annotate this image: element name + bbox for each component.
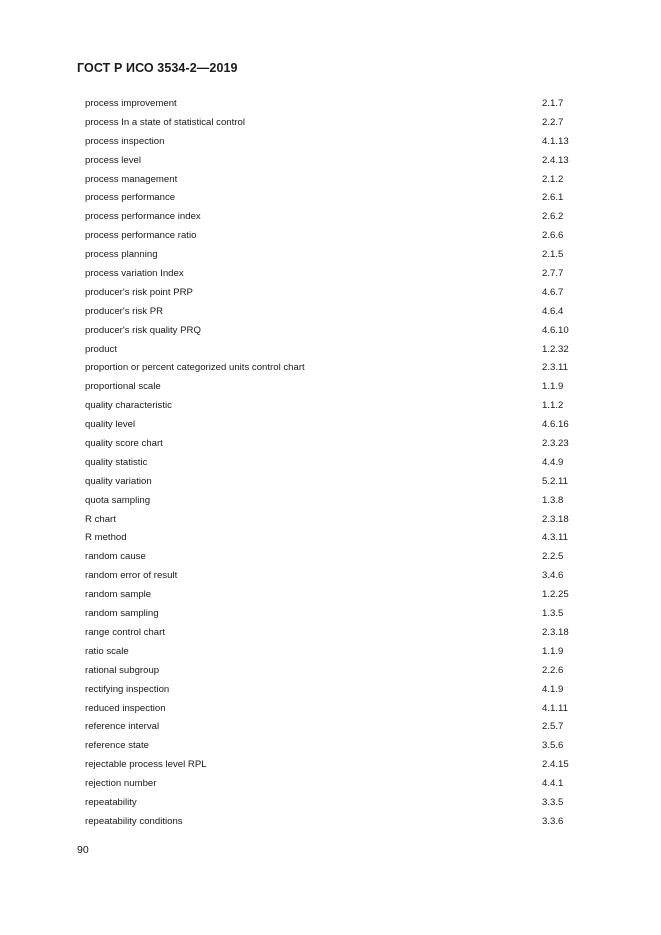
index-entry <box>0 548 661 567</box>
index-reference: 2.4.13 <box>542 154 569 166</box>
index-term: quota sampling <box>85 494 151 506</box>
index-entry <box>0 114 661 133</box>
index-term: rejectable process level RPL <box>85 759 207 771</box>
index-term: rejection number <box>85 778 157 790</box>
index-reference: 2.2.7 <box>542 116 564 128</box>
index-reference: 4.4.9 <box>542 456 564 468</box>
index-term: producer's risk point PRP <box>85 286 193 298</box>
index-term: quality level <box>85 419 136 431</box>
index-entry <box>0 95 661 114</box>
index-term: process variation Index <box>85 268 184 280</box>
index-term: process performance ratio <box>85 230 197 242</box>
index-entry <box>0 133 661 152</box>
index-entry <box>0 227 661 246</box>
index-reference: 4.1.11 <box>542 702 568 714</box>
index-reference: 2.3.11 <box>542 362 568 374</box>
index-term: rational subgroup <box>85 664 160 676</box>
index-term: process inspection <box>85 135 165 147</box>
index-reference: 2.6.1 <box>542 192 564 204</box>
index-entry <box>0 492 661 511</box>
index-entry <box>0 624 661 643</box>
index-entry <box>0 511 661 530</box>
index-term: process level <box>85 154 141 166</box>
index-term: quality characteristic <box>85 400 172 412</box>
index-entry <box>0 605 661 624</box>
index-term: repeatability <box>85 796 137 808</box>
index-entry <box>0 171 661 190</box>
index-reference: 4.1.9 <box>542 683 564 695</box>
index-entry <box>0 378 661 397</box>
index-term: process improvement <box>85 98 177 109</box>
index-term: R method <box>85 532 127 544</box>
index-term: process planning <box>85 249 158 261</box>
index-reference: 2.7.7 <box>542 268 564 280</box>
index-reference: 1.1.9 <box>542 381 564 393</box>
page-header-title: ГОСТ Р ИСО 3534-2—2019 <box>77 61 238 75</box>
index-term: producer's risk quality PRQ <box>85 324 201 336</box>
index-reference: 4.6.4 <box>542 305 564 317</box>
index-entry <box>0 303 661 322</box>
index-term: ratio scale <box>85 645 129 657</box>
index-term: random sample <box>85 589 152 601</box>
index-entry <box>0 284 661 303</box>
index-entry <box>0 397 661 416</box>
index-reference: 2.1.2 <box>542 173 564 185</box>
index-term: rectifying inspection <box>85 683 170 695</box>
index-reference: 2.4.15 <box>542 759 569 771</box>
index-entry <box>0 756 661 775</box>
index-reference: 1.2.32 <box>542 343 569 355</box>
index-entry <box>0 586 661 605</box>
index-reference: 3.3.5 <box>542 796 564 808</box>
index-reference: 1.3.5 <box>542 608 564 620</box>
index-term: process performance <box>85 192 176 204</box>
index-term: producer's risk PR <box>85 305 164 317</box>
index-term: reference state <box>85 740 149 752</box>
index-entry <box>0 567 661 586</box>
index-term: reduced inspection <box>85 702 166 714</box>
index-reference: 2.1.7 <box>542 98 564 109</box>
index-entry <box>0 700 661 719</box>
index-reference: 4.6.10 <box>542 324 569 336</box>
index-entry <box>0 813 661 832</box>
index-reference: 1.3.8 <box>542 494 564 506</box>
index-entry <box>0 643 661 662</box>
index-term: proportional scale <box>85 381 161 393</box>
index-term: random error of result <box>85 570 178 582</box>
index-term: product <box>85 343 117 355</box>
index-reference: 2.3.18 <box>542 513 569 525</box>
index-term: quality statistic <box>85 456 148 468</box>
index-term: R chart <box>85 513 116 525</box>
page-number: 90 <box>77 844 89 856</box>
index-entry <box>0 265 661 284</box>
index-term: reference interval <box>85 721 160 733</box>
index-reference: 4.3.11 <box>542 532 568 544</box>
index-entry <box>0 794 661 813</box>
index-entry <box>0 189 661 208</box>
index-term: quality variation <box>85 475 152 487</box>
index-reference: 1.2.25 <box>542 589 569 601</box>
index-reference: 5.2.11 <box>542 475 568 487</box>
index-entry <box>0 416 661 435</box>
index-entry <box>0 529 661 548</box>
index-entry <box>0 473 661 492</box>
index-entry <box>0 681 661 700</box>
index-term: range control chart <box>85 626 165 638</box>
index-reference: 3.3.6 <box>542 815 564 827</box>
index-reference: 2.3.23 <box>542 438 569 450</box>
index-entry <box>0 208 661 227</box>
index-reference: 3.5.6 <box>542 740 564 752</box>
index-term: random cause <box>85 551 146 563</box>
index-list <box>0 95 661 832</box>
index-reference: 4.6.7 <box>542 286 564 298</box>
index-term: proportion or percent categorized units control chart <box>85 362 305 374</box>
index-reference: 4.4.1 <box>542 778 564 790</box>
index-entry <box>0 322 661 341</box>
index-reference: 1.1.9 <box>542 645 564 657</box>
index-reference: 2.2.6 <box>542 664 564 676</box>
index-entry <box>0 246 661 265</box>
index-entry <box>0 775 661 794</box>
index-reference: 2.1.5 <box>542 249 564 261</box>
index-term: process management <box>85 173 178 185</box>
index-term: process In a state of statistical control <box>85 116 245 128</box>
index-term: random sampling <box>85 608 159 620</box>
index-reference: 2.2.5 <box>542 551 564 563</box>
index-reference: 3.4.6 <box>542 570 564 582</box>
index-term: repeatability conditions <box>85 815 183 827</box>
index-term: quality score chart <box>85 438 163 450</box>
index-entry <box>0 718 661 737</box>
index-reference: 1.1.2 <box>542 400 564 412</box>
index-entry <box>0 454 661 473</box>
index-reference: 4.6.16 <box>542 419 569 431</box>
index-entry <box>0 341 661 360</box>
index-term: process performance index <box>85 211 201 223</box>
index-reference: 2.5.7 <box>542 721 564 733</box>
index-reference: 2.6.2 <box>542 211 564 223</box>
index-entry <box>0 737 661 756</box>
index-entry <box>0 662 661 681</box>
index-entry <box>0 435 661 454</box>
index-entry <box>0 152 661 171</box>
index-reference: 2.3.18 <box>542 626 569 638</box>
index-entry <box>0 359 661 378</box>
index-reference: 2.6.6 <box>542 230 564 242</box>
index-reference: 4.1.13 <box>542 135 569 147</box>
